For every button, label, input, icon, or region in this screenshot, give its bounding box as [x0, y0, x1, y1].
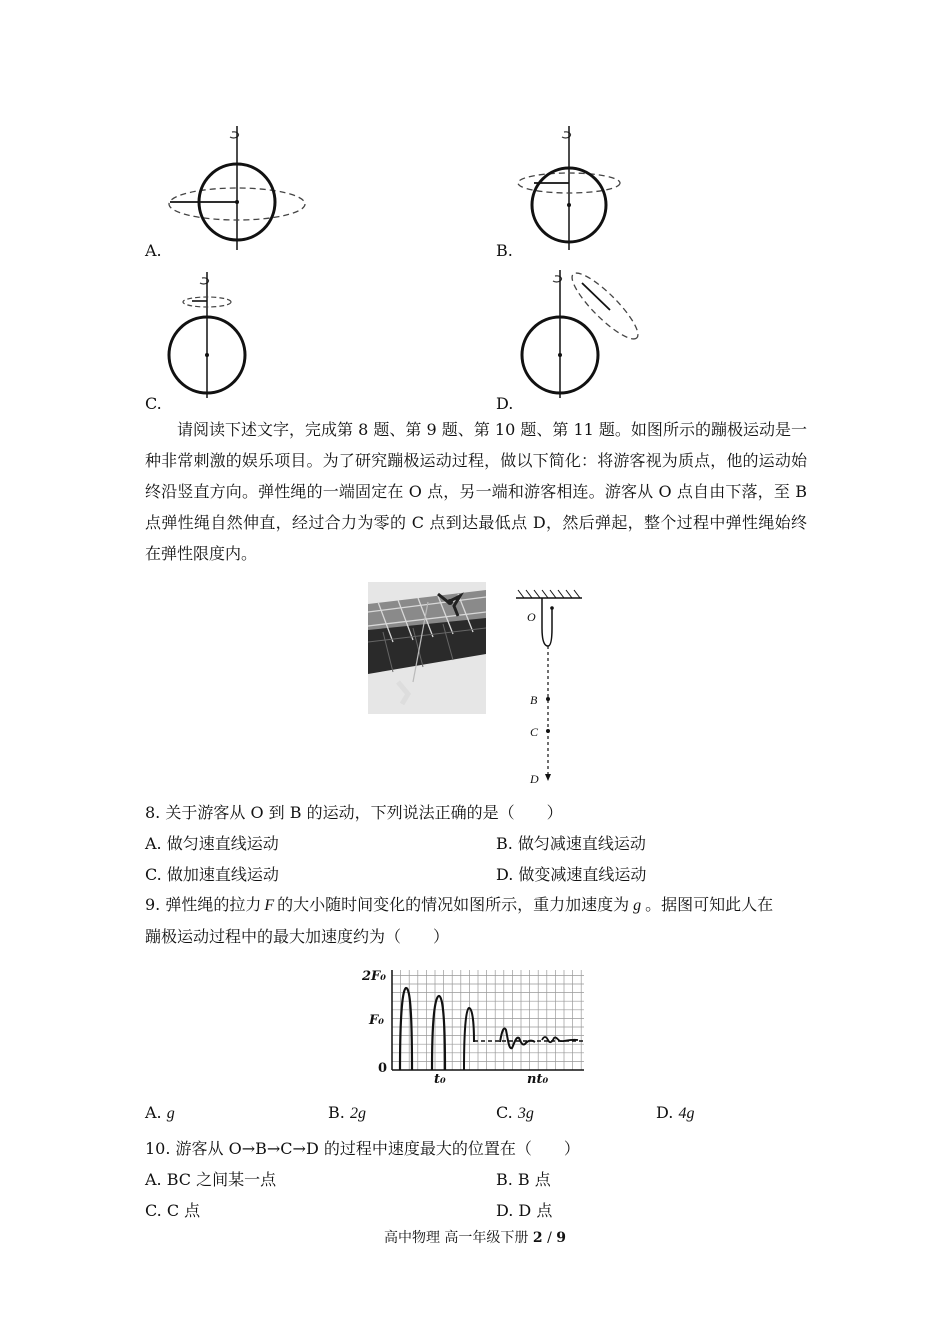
- q9-stem-part-b: 的大小随时间变化的情况如图所示，重力加速度为: [277, 895, 630, 914]
- q9-option-a-prefix: A.: [145, 1103, 167, 1122]
- q9-option-c-value: 3g: [517, 1105, 534, 1122]
- figure-option-a-label[interactable]: A.: [145, 241, 162, 260]
- force-curve-peak-3: [464, 1008, 474, 1070]
- page-footer: [0, 1227, 950, 1247]
- q9-option-d-prefix: D.: [656, 1103, 679, 1122]
- q10-option-c[interactable]: C. C 点: [145, 1201, 201, 1220]
- figure-option-b-label[interactable]: B.: [496, 241, 513, 260]
- y-tick-2f0: 2F₀: [362, 969, 386, 984]
- q8-stem: 8. 关于游客从 O 到 B 的运动，下列说法正确的是（ ）: [145, 803, 563, 822]
- q9-option-b-prefix: B.: [328, 1103, 350, 1122]
- x-tick-t0: t₀: [434, 1072, 446, 1087]
- y-tick-f0: F₀: [369, 1013, 384, 1028]
- q9-option-b[interactable]: [328, 1103, 366, 1123]
- q9-option-d[interactable]: [656, 1103, 694, 1123]
- chart-grid: [392, 970, 584, 1070]
- figure-option-c-diagram: [160, 270, 270, 400]
- figure-option-b-diagram: [510, 122, 640, 252]
- q9-stem-line2: 蹦极运动过程中的最大加速度约为（ ）: [145, 927, 450, 946]
- force-curve-peak-2: [432, 996, 445, 1070]
- q9-stem-part-a: 9. 弹性绳的拉力: [145, 895, 262, 914]
- q10-option-d[interactable]: D. D 点: [496, 1201, 553, 1220]
- q8-option-a[interactable]: A. 做匀速直线运动: [145, 834, 279, 853]
- q10-stem: 10. 游客从 O→B→C→D 的过程中速度最大的位置在（ ）: [145, 1139, 580, 1158]
- footer-subject: 高中物理 高一年级下册: [383, 1230, 529, 1246]
- q9-option-c[interactable]: [496, 1103, 534, 1123]
- footer-separator: /: [542, 1230, 557, 1246]
- q8-option-b[interactable]: B. 做匀减速直线运动: [496, 834, 646, 853]
- q9-option-a[interactable]: [145, 1103, 175, 1123]
- q9-option-a-value: g: [166, 1105, 175, 1122]
- point-o-label: O: [527, 610, 536, 624]
- x-tick-nt0: nt₀: [527, 1072, 549, 1087]
- force-time-chart: [392, 970, 586, 1074]
- bungee-diagram: [510, 588, 590, 788]
- footer-page-number: 2: [532, 1230, 543, 1246]
- figure-option-a-diagram: [160, 122, 320, 252]
- q9-stem-line1: [145, 892, 773, 915]
- y-tick-zero: 0: [378, 1061, 388, 1076]
- point-d-label: D: [530, 772, 539, 786]
- figure-option-d-diagram: [510, 268, 650, 400]
- q8-option-d[interactable]: D. 做变减速直线运动: [496, 865, 647, 884]
- point-c-label: C: [530, 725, 539, 739]
- q9-option-b-value: 2g: [349, 1105, 366, 1122]
- q10-option-b[interactable]: B. B 点: [496, 1170, 551, 1189]
- bungee-photo: [368, 582, 486, 714]
- q10-option-a[interactable]: A. BC 之间某一点: [145, 1170, 277, 1189]
- q8-option-c[interactable]: C. 做加速直线运动: [145, 865, 279, 884]
- q9-stem-part-c: 。据图可知此人在: [645, 895, 774, 914]
- reading-passage: 请阅读下述文字，完成第 8 题、第 9 题、第 10 题、第 11 题。如图所示的蹦极运动是一种非常刺激的娱乐项目。为了研究蹦极运动过程，做以下简化：将游客视为质点，他的运动始终沿竖直方向。弹性绳的一端固定在 O 点，另一端和游客相连。游客从 O 点自由下落，至 B 点弹性绳自然伸直，经过合力为零的 C 点到达最低点 D，然后弹起，整个过程中弹性绳始终在弹性限度内。: [145, 420, 807, 563]
- figure-option-c-label[interactable]: C.: [145, 394, 162, 413]
- q9-option-d-value: 4g: [678, 1105, 695, 1122]
- figure-option-d-label[interactable]: D.: [496, 394, 514, 413]
- footer-page-total: 9: [556, 1230, 567, 1246]
- q9-option-c-prefix: C.: [496, 1103, 518, 1122]
- point-b-label: B: [530, 693, 538, 707]
- q9-var-g: g: [633, 897, 642, 914]
- q9-var-f: F: [264, 897, 275, 914]
- force-curve-peak-1: [400, 988, 412, 1070]
